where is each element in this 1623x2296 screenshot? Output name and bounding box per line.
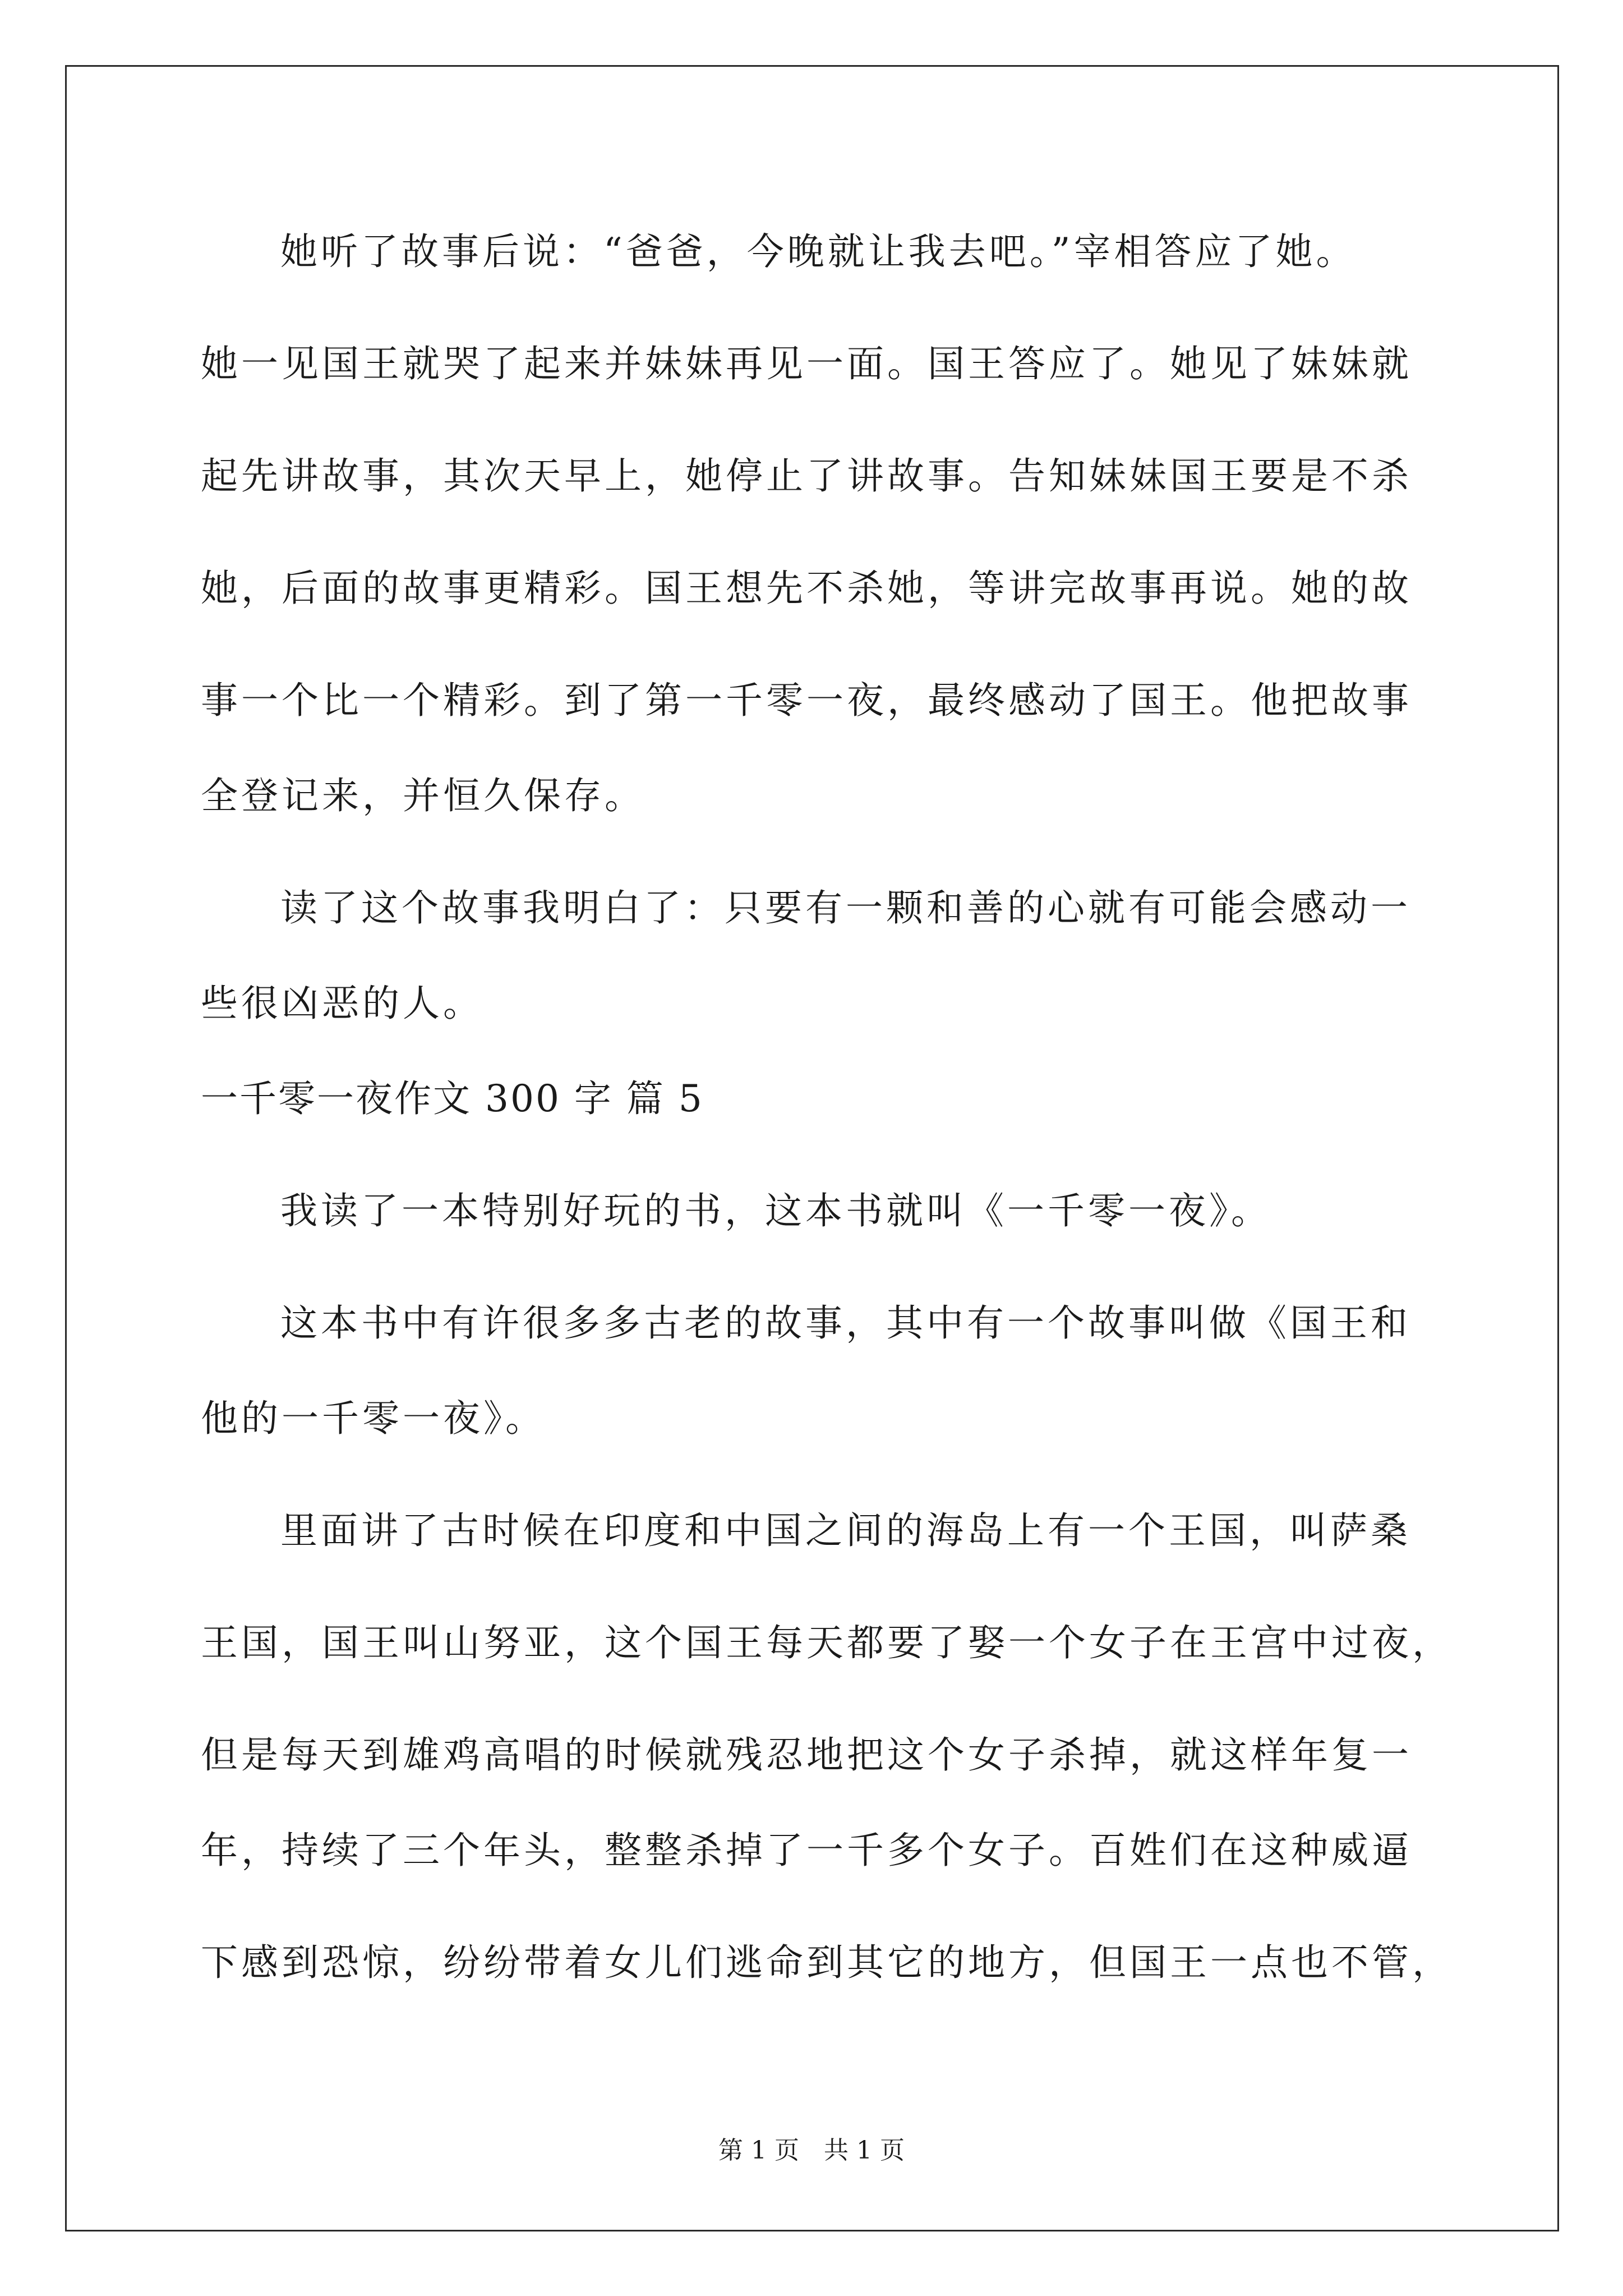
text-line: 起先讲故事，其次天早上，她停止了讲故事。告知妹妹国王要是不杀 [201,454,1412,498]
text-line: 里面讲了古时候在印度和中国之间的海岛上有一个王国，叫萨桑 [280,1509,1411,1552]
text-line: 她听了故事后说：“爸爸，今晚就让我去吧。”宰相答应了她。 [280,230,1357,273]
text-line: 她一见国王就哭了起来并妹妹再见一面。国王答应了。她见了妹妹就 [201,342,1412,385]
section-heading: 一千零一夜作文 300 字 篇 5 [201,1077,704,1120]
text-line: 读了这个故事我明白了：只要有一颗和善的心就有可能会感动一 [280,886,1411,930]
text-line: 我读了一本特别好玩的书，这本书就叫《一千零一夜》。 [280,1189,1271,1232]
text-line: 王国，国王叫山努亚，这个国王每天都要了娶一个女子在王宫中过夜， [201,1621,1453,1664]
text-line: 但是每天到雄鸡高唱的时候就残忍地把这个女子杀掉，就这样年复一 [201,1733,1412,1777]
text-line: 她，后面的故事更精彩。国王想先不杀她，等讲完故事再说。她的故 [201,567,1412,610]
text-line: 他的一千零一夜》。 [201,1397,546,1440]
text-line: 年，持续了三个年头，整整杀掉了一千多个女子。百姓们在这种威逼 [201,1829,1412,1872]
text-line: 下感到恐惊，纷纷带着女儿们逃命到其它的地方，但国王一点也不管， [201,1941,1453,1984]
text-line: 事一个比一个精彩。到了第一千零一夜，最终感动了国王。他把故事 [201,679,1412,722]
text-line: 全登记来，并恒久保存。 [201,774,645,817]
text-line: 些很凶恶的人。 [201,982,483,1025]
text-line: 这本书中有许很多多古老的故事，其中有一个故事叫做《国王和 [280,1301,1411,1345]
page-border [65,65,1559,2231]
page-footer: 第 1 页 共 1 页 [718,2136,905,2165]
